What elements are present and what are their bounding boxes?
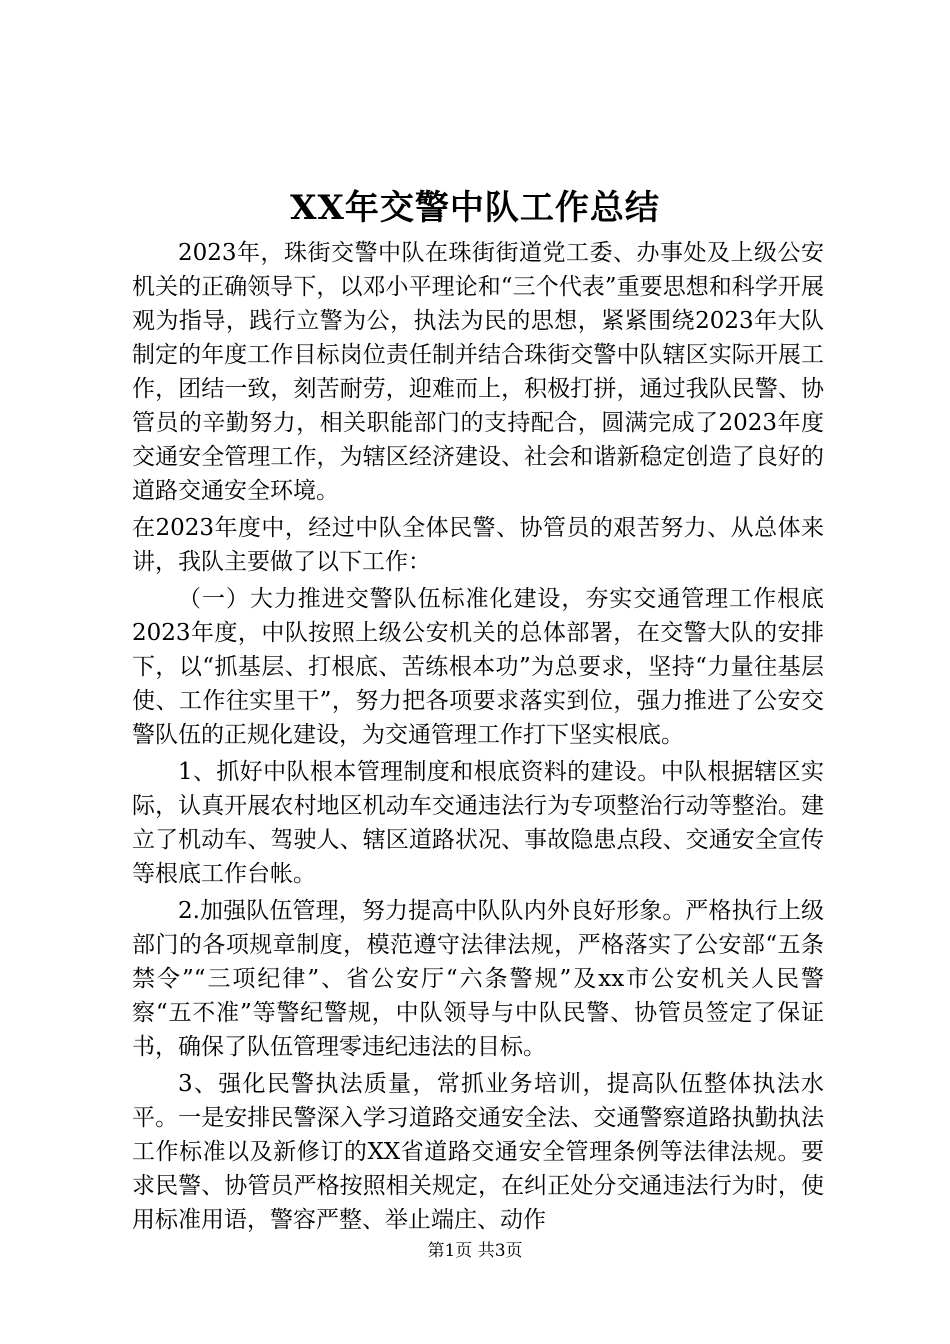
paragraph-item-1: 1、抓好中队根本管理制度和根底资料的建设。中队根据辖区实际，认真开展农村地区机动车交通违法行为专项整治行动等整治。建立了机动车、驾驶人、辖区道路状况、事故隐患点段、交通安全宣传等根底工作台帐。: [132, 759, 824, 887]
paragraph-overview: 在2023年度中，经过中队全体民警、协管员的艰苦努力、从总体来讲，我队主要做了以下工作：: [132, 515, 824, 575]
paragraph-intro: 2023年，珠街交警中队在珠街街道党工委、办事处及上级公安机关的正确领导下，以邓小平理论和“三个代表”重要思想和科学开展观为指导，践行立警为公，执法为民的思想，紧紧围绕2023年大队制定的年度工作目标岗位责任制并结合珠街交警中队辖区实际开展工作，团结一致，刻苦耐劳，迎难而上，积极打拼，通过我队民警、协管员的辛勤努力，相关职能部门的支持配合，圆满完成了2023年度交通安全管理工作，为辖区经济建设、社会和谐新稳定创造了良好的道路交通安全环境。: [132, 240, 824, 504]
document-title: XX年交警中队工作总结: [290, 188, 660, 228]
page-number: 第1页 共3页: [427, 1241, 523, 1261]
paragraph-section-1: （一）大力推进交警队伍标准化建设，夯实交通管理工作根底2023年度，中队按照上级公安机关的总体部署，在交警大队的安排下，以“抓基层、打根底、苦练根本功”为总要求，坚持“力量往基层使、工作往实里干”，努力把各项要求落实到位，强力推进了公安交警队伍的正规化建设，为交通管理工作打下坚实根底。: [132, 586, 824, 748]
document-body: [132, 236, 824, 1240]
paragraph-item-2: 2.加强队伍管理，努力提高中队队内外良好形象。严格执行上级部门的各项规章制度，模范遵守法律法规，严格落实了公安部“五条禁令”“三项纪律”、省公安厅“六条警规”及xx市公安机关人民警察“五不准”等警纪警规，中队领导与中队民警、协管员签定了保证书，确保了队伍管理零违纪违法的目标。: [132, 898, 824, 1060]
paragraph-item-3: 3、强化民警执法质量，常抓业务培训，提高队伍整体执法水平。一是安排民警深入学习道路交通安全法、交通警察道路执勤执法工作标准以及新修订的XX省道路交通安全管理条例等法律法规。要求民警、协管员严格按照相关规定，在纠正处分交通违法行为时，使用标准用语，警容严整、举止端庄、动作: [132, 1071, 824, 1233]
